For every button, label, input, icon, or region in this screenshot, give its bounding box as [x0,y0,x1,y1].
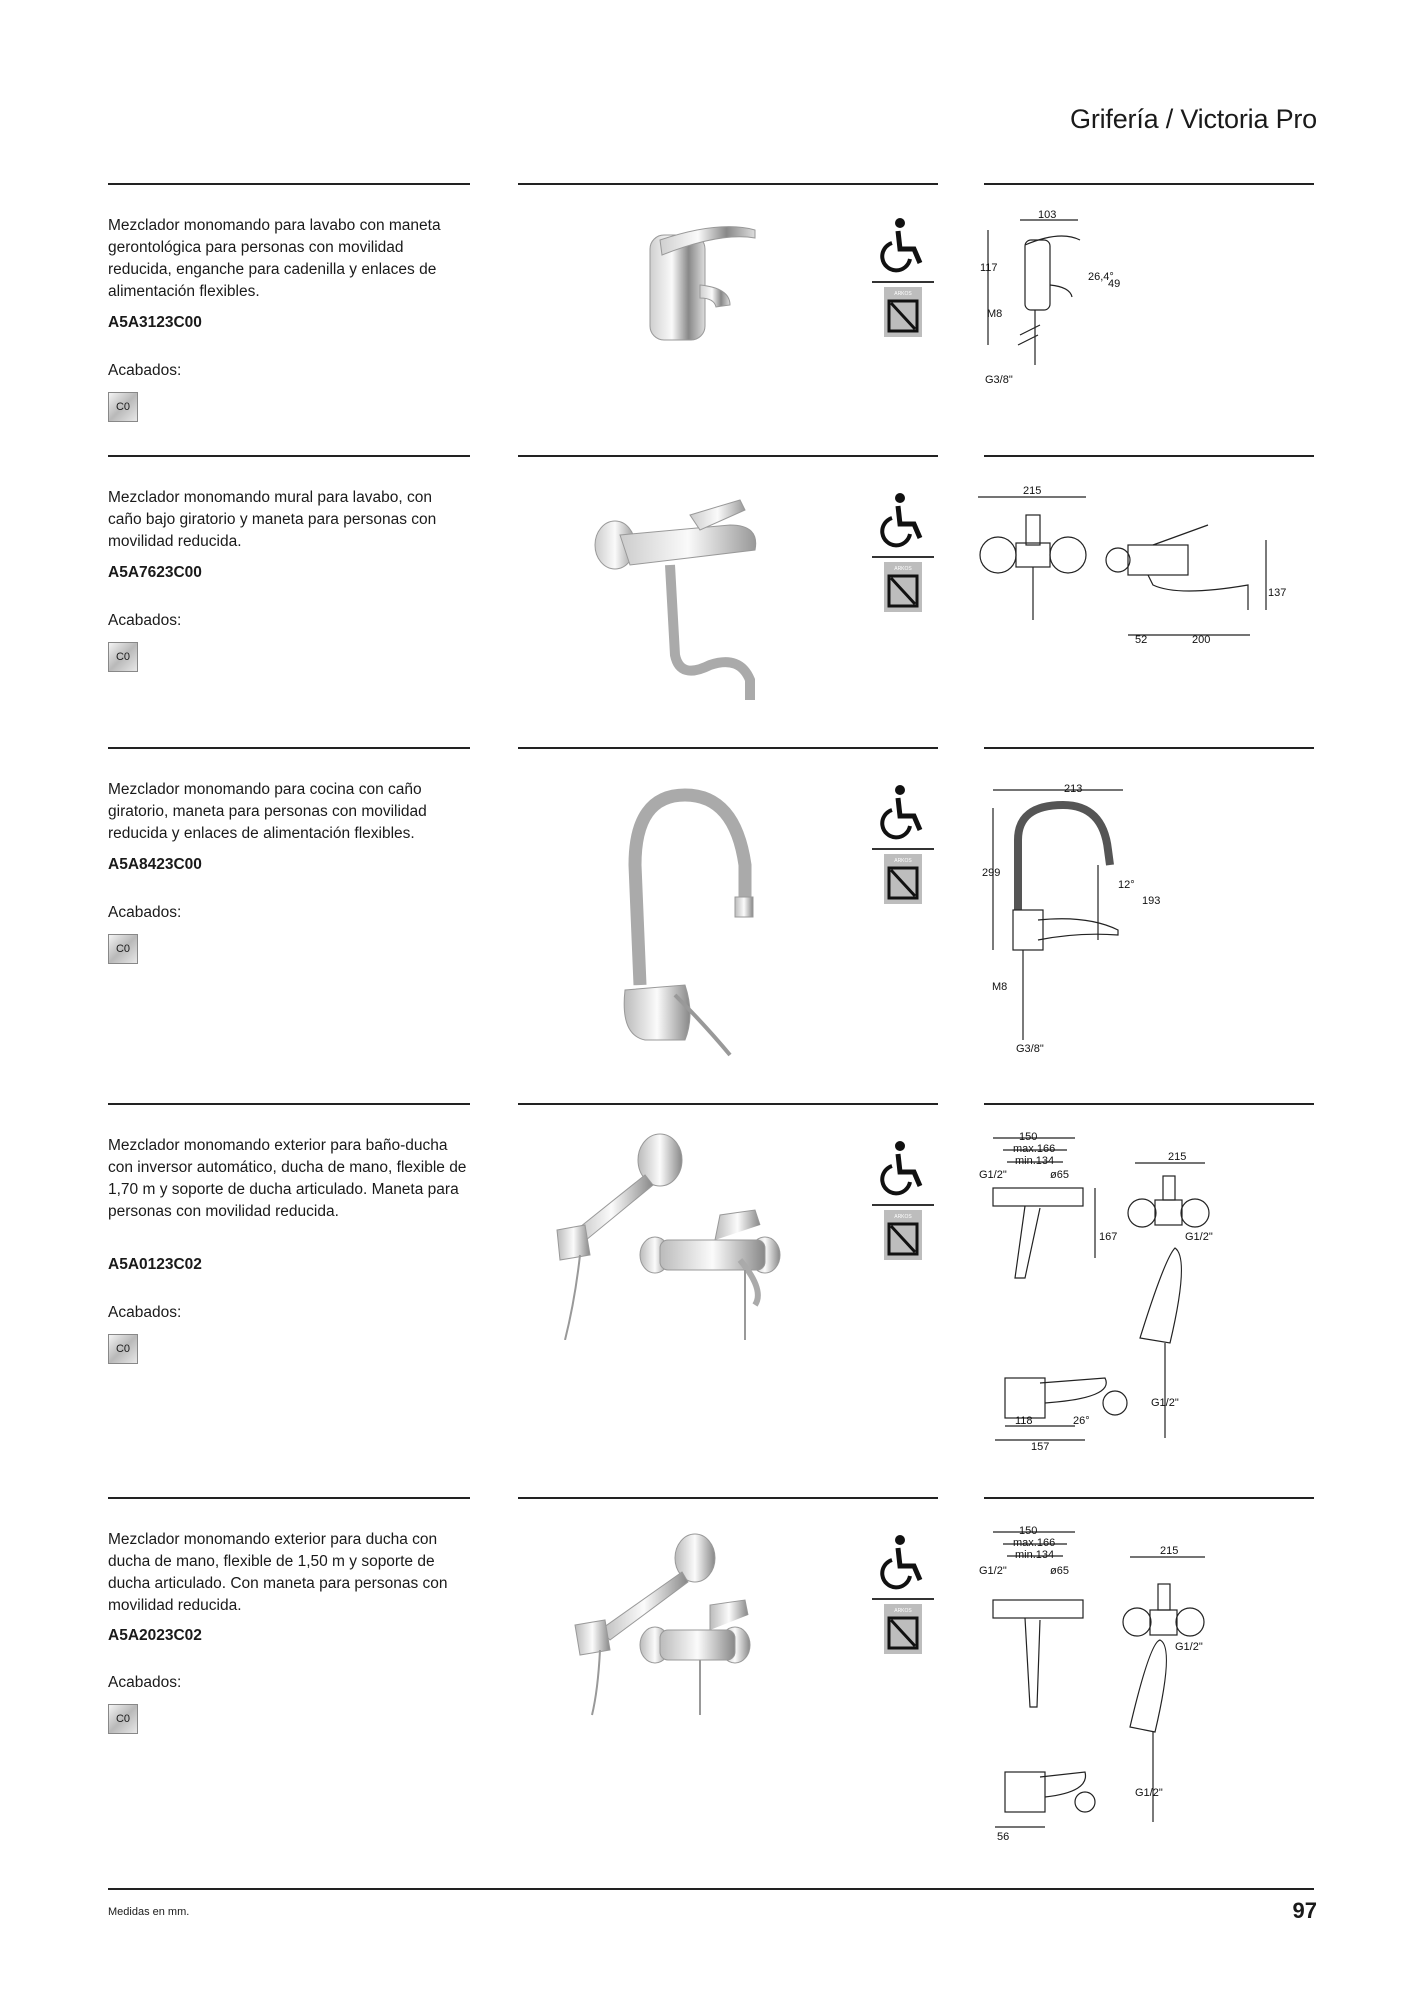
dim-label: 12° [1118,879,1135,891]
product-code: A5A0123C02 [108,1256,202,1273]
dim-label: 52 [1135,634,1148,645]
column-rule [108,1497,470,1499]
wheelchair-icon [872,780,934,842]
dim-label: 215 [1160,1545,1179,1557]
column-rule [984,183,1314,185]
product-description: Mezclador monomando para lavabo con maneta gerontológica para personas con movilidad reducida, enganche para cadenilla y enlaces de alimentación flexibles. [108,217,441,300]
wheelchair-icon [872,213,934,275]
finish-swatch: C0 [108,642,138,672]
column-rule [984,747,1314,749]
dim-label: G1/2" [1151,1397,1179,1409]
shower-mixer-photo [545,1130,785,1340]
dim-label: 118 [1015,1415,1033,1427]
column-rule [518,1497,938,1499]
dim-label: min.134 [1015,1549,1055,1561]
svg-text:ARKOS: ARKOS [894,291,912,297]
dim-label: 193 [1142,895,1161,907]
product-description: Mezclador monomando exterior para baño-ducha con inversor automático, ducha de mano, flexible de 1,70 m y soporte de ducha articulado. Maneta para personas con movilidad reducida. [108,1137,467,1220]
column-rule [518,455,938,457]
dim-label: G1/2" [979,1169,1007,1181]
dim-label: G3/8" [1016,1043,1044,1055]
dim-label: max.166 [1013,1143,1056,1155]
finish-label: Acabados: [108,1304,182,1321]
dim-label: min.134 [1015,1155,1055,1167]
arkos-icon [872,848,934,912]
dim-label: 26° [1073,1415,1090,1427]
column-rule [108,455,470,457]
column-rule [984,455,1314,457]
footer-note: Medidas en mm. [108,1906,190,1918]
shower-mixer-photo [570,1530,760,1720]
finish-swatch: C0 [108,1334,138,1364]
product-description: Mezclador monomando mural para lavabo, con caño bajo giratorio y maneta para personas con movilidad reducida. [108,489,437,550]
column-rule [108,183,470,185]
column-rule [518,183,938,185]
dim-label: 49 [1108,278,1121,290]
dim-label: 215 [1023,485,1042,497]
arkos-icon [872,1598,934,1662]
dim-label: G1/2" [1185,1231,1213,1243]
technical-drawing [975,1128,1245,1453]
dim-label: G1/2" [1135,1787,1163,1799]
column-rule [984,1497,1314,1499]
svg-text:ARKOS: ARKOS [894,1214,912,1220]
dim-label: G3/8" [985,374,1013,386]
finish-swatch: C0 [108,392,138,422]
page-number: 97 [1292,1898,1317,1923]
dim-label: 157 [1031,1441,1050,1453]
finish-swatch: C0 [108,1704,138,1734]
page-title: Grifería / Victoria Pro [1070,104,1317,134]
product-code: A5A7623C00 [108,564,202,581]
column-rule [518,1103,938,1105]
dim-label: G1/2" [1175,1641,1203,1653]
footer-rule [108,1888,1314,1890]
dim-label: ø65 [1050,1169,1069,1181]
dim-label: max.166 [1013,1537,1056,1549]
finish-label: Acabados: [108,904,182,921]
dim-label: 299 [982,867,1001,879]
product-description: Mezclador monomando exterior para ducha con ducha de mano, flexible de 1,50 m y soporte de ducha articulado. Con maneta para personas con movilidad reducida. [108,1531,448,1614]
finish-label: Acabados: [108,362,182,379]
arkos-icon [872,281,934,345]
column-rule [984,1103,1314,1105]
wheelchair-icon [872,488,934,550]
dim-label: 167 [1099,1231,1118,1243]
dim-label: 200 [1192,634,1211,645]
technical-drawing [978,780,1188,1060]
dim-label: 137 [1268,587,1287,599]
column-rule [518,747,938,749]
svg-text:ARKOS: ARKOS [894,858,912,864]
wheelchair-icon [872,1530,934,1592]
dim-label: 103 [1038,209,1057,221]
column-rule [108,1103,470,1105]
dim-label: M8 [992,981,1008,993]
dim-label: ø65 [1050,1565,1069,1577]
dim-label: 215 [1168,1151,1187,1163]
dim-label: 213 [1064,783,1083,795]
finish-label: Acabados: [108,1674,182,1691]
finish-swatch: C0 [108,934,138,964]
svg-text:ARKOS: ARKOS [894,566,912,572]
product-description: Mezclador monomando para cocina con caño giratorio, maneta para personas con movilidad reducida y enlaces de alimentación flexibles. [108,781,427,842]
product-code: A5A8423C00 [108,856,202,873]
svg-text:ARKOS: ARKOS [894,1608,912,1614]
dim-label: 56 [997,1831,1010,1843]
product-code: A5A3123C00 [108,314,202,331]
faucet-photo [630,210,760,345]
faucet-photo [605,785,755,1060]
dim-label: 150 [1019,1525,1038,1537]
dim-label: G1/2" [979,1565,1007,1577]
finish-label: Acabados: [108,612,182,629]
technical-drawing [980,205,1130,390]
column-rule [108,747,470,749]
wheelchair-icon [872,1136,934,1198]
arkos-icon [872,1204,934,1268]
dim-label: 26,4° [1088,271,1114,283]
dim-label: M8 [987,308,1003,320]
arkos-icon [872,556,934,620]
technical-drawing [975,1522,1245,1852]
product-code: A5A2023C02 [108,1627,202,1644]
faucet-photo [590,495,780,705]
dim-label: 117 [980,262,998,274]
dim-label: 150 [1019,1131,1038,1143]
technical-drawing [978,485,1298,645]
